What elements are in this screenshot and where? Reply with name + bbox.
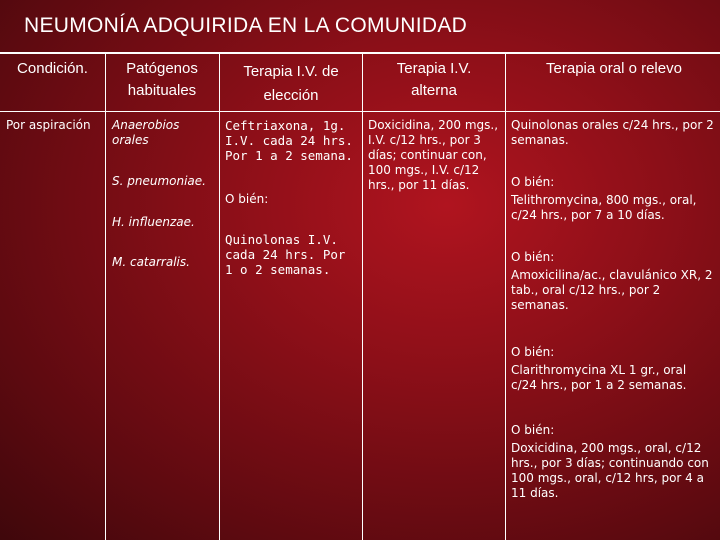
eleccion-option-2: Quinolonas I.V. cada 24 hrs. Por 1 o 2 semanas. [225, 232, 346, 277]
header-patogenos: Patógenos habituales [126, 60, 198, 99]
pathogen-item: M. catarralis. [112, 255, 190, 269]
column-divider [219, 54, 220, 540]
header-terapia-eleccion: Terapia I.V. de elección [243, 63, 339, 104]
header-condicion: Condición. [17, 60, 88, 77]
pathogen-item: Anaerobios orales [112, 118, 180, 147]
oral-option-text: Telithromycina, 800 mgs., oral, c/24 hrs., por 7 a 10 días. [511, 193, 697, 222]
eleccion-option-1: Ceftriaxona, 1g. I.V. cada 24 hrs. Por 1 a 2 semana. [225, 118, 353, 163]
eleccion-obien-label: O bién: [225, 192, 269, 206]
header-terapia-oral: Terapia oral o relevo [546, 60, 682, 77]
column-divider [105, 54, 106, 540]
oral-option-1: Quinolonas orales c/24 hrs., por 2 semanas. [511, 118, 714, 147]
pathogen-item: H. influenzae. [112, 215, 195, 229]
slide-title: NEUMONÍA ADQUIRIDA EN LA COMUNIDAD [24, 14, 468, 37]
oral-option-text: Clarithromycina XL 1 gr., oral c/24 hrs., por 1 a 2 semanas. [511, 363, 687, 392]
oral-option-text: Doxicidina, 200 mgs., oral, c/12 hrs., por 3 días; continuando con 100 mgs., oral, c/12 hrs, por 4 a 11 días. [511, 441, 709, 500]
column-divider [362, 54, 363, 540]
pathogen-item: S. pneumoniae. [112, 174, 206, 188]
header-divider [0, 111, 720, 112]
treatment-table [0, 54, 720, 540]
oral-obien-label: O bién: [511, 345, 555, 359]
oral-obien-label: O bién: [511, 175, 555, 189]
oral-obien-label: O bién: [511, 250, 555, 264]
column-divider [505, 54, 506, 540]
alterna-cell: Doxicidina, 200 mgs., I.V. c/12 hrs., por 3 días; continuar con, 100 mgs., I.V. c/12 hrs., por 11 días. [368, 118, 499, 192]
header-terapia-alterna: Terapia I.V. alterna [396, 60, 472, 99]
oral-obien-label: O bién: [511, 423, 555, 437]
condicion-cell: Por aspiración [6, 118, 91, 132]
oral-option-text: Amoxicilina/ac., clavulánico XR, 2 tab., oral c/12 hrs., por 2 semanas. [511, 268, 713, 312]
